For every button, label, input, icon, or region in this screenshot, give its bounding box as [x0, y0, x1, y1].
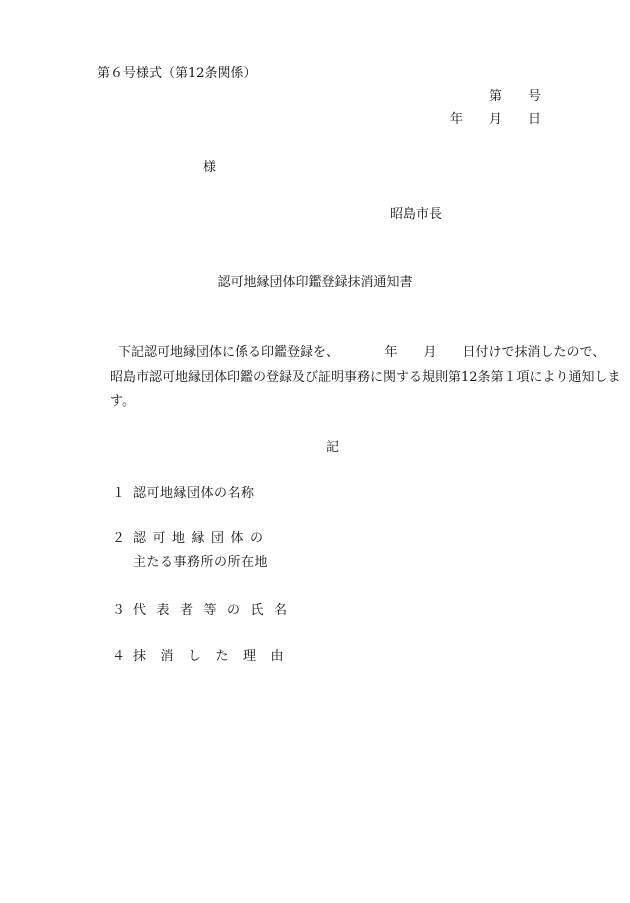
sender-name: 昭島市長: [390, 207, 443, 222]
document-date: 年 月 日: [449, 112, 541, 127]
body-text-line-2: 昭島市認可地縁団体印鑑の登録及び証明事務に関する規則第12条第１項により通知しま: [110, 370, 621, 385]
body-text-line-3: す。: [110, 394, 135, 409]
item-number: ４: [112, 649, 126, 664]
record-heading: 記: [326, 440, 340, 455]
item-label-deletion-reason: 抹消した理由: [133, 649, 299, 664]
body-text-line-1: 下記認可地縁団体に係る印鑑登録を、 年 月 日付けで抹消したので、: [118, 345, 606, 360]
document-number: 第 号: [488, 89, 541, 104]
item-number: ２: [112, 531, 126, 546]
item-number: ３: [112, 603, 126, 618]
addressee-honorific: 様: [203, 160, 217, 175]
item-number: １: [112, 486, 126, 501]
item-label-office-location: 認可地縁団体の: [133, 531, 270, 546]
form-number: 第６号様式（第12条関係）: [97, 66, 257, 81]
item-label-representative-name: 代表者等の氏名: [133, 603, 298, 618]
document-title: 認可地縁団体印鑑登録抹消通知書: [217, 275, 413, 290]
item-label-office-location-line-2: 主たる事務所の所在地: [133, 555, 269, 570]
item-label-group-name: 認可地縁団体の名称: [133, 486, 255, 501]
